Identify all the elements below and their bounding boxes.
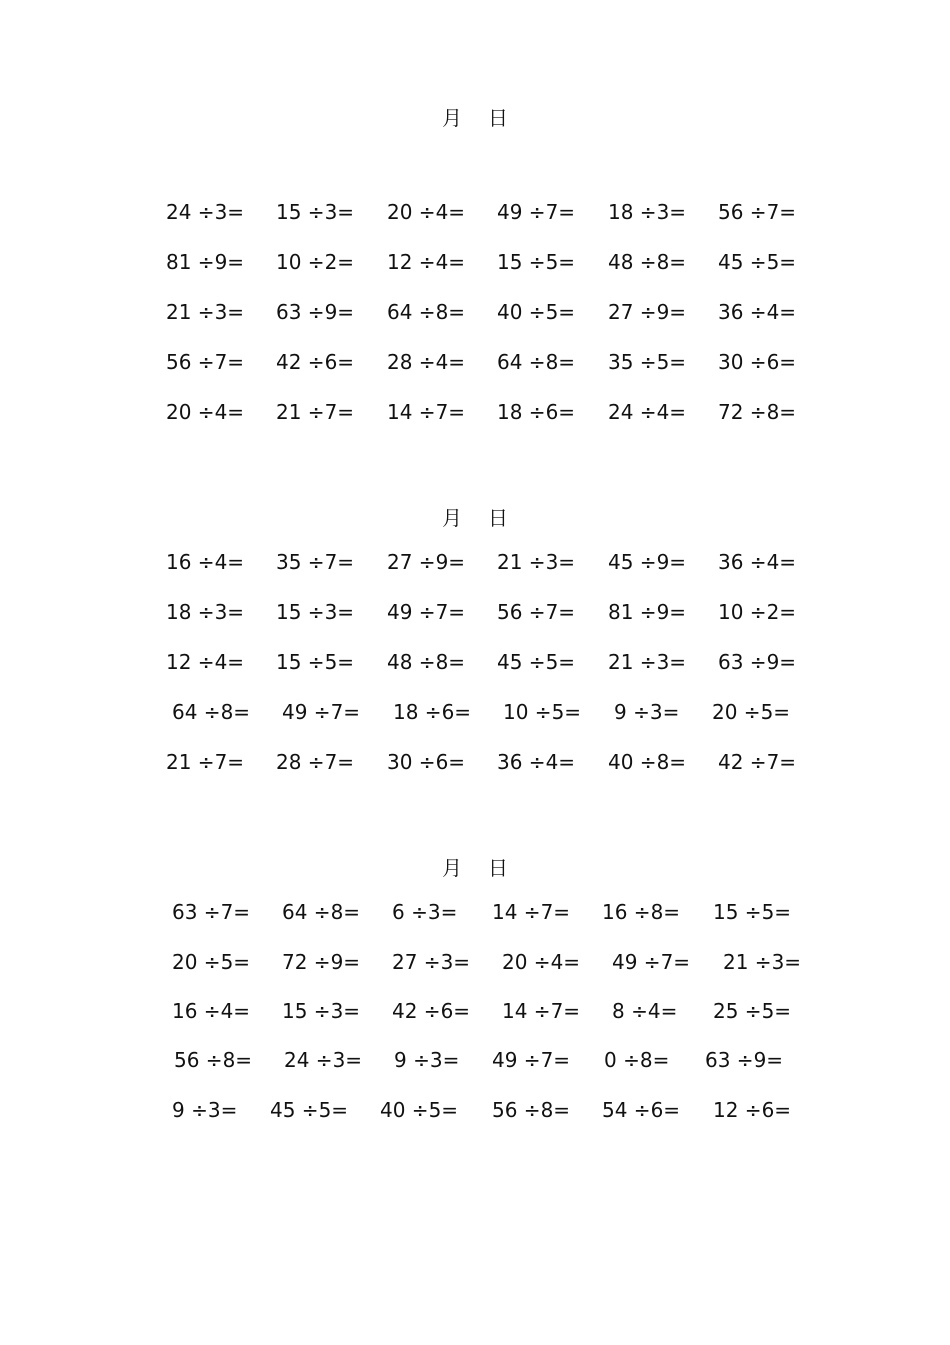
division-problem: 28 ÷4= <box>387 350 466 374</box>
date-heading <box>0 852 950 881</box>
division-problem: 16 ÷4= <box>166 550 245 574</box>
division-problem: 21 ÷3= <box>723 950 802 974</box>
division-problem: 20 ÷4= <box>387 200 466 224</box>
division-problem: 49 ÷7= <box>387 600 466 624</box>
division-problem: 18 ÷3= <box>166 600 245 624</box>
problem-row <box>0 250 950 280</box>
division-problem: 27 ÷3= <box>392 950 471 974</box>
day-label: 日 <box>488 856 508 880</box>
division-problem: 36 ÷4= <box>718 550 797 574</box>
month-label: 月 <box>442 856 462 880</box>
problem-row <box>0 900 950 930</box>
problem-row <box>0 1048 950 1078</box>
division-problem: 54 ÷6= <box>602 1098 681 1122</box>
division-problem: 10 ÷2= <box>276 250 355 274</box>
division-problem: 21 ÷3= <box>608 650 687 674</box>
problem-row <box>0 750 950 780</box>
day-label: 日 <box>488 506 508 530</box>
division-problem: 15 ÷3= <box>282 999 361 1023</box>
division-problem: 21 ÷3= <box>166 300 245 324</box>
problem-row <box>0 700 950 730</box>
division-problem: 81 ÷9= <box>166 250 245 274</box>
division-problem: 42 ÷7= <box>718 750 797 774</box>
division-problem: 16 ÷8= <box>602 900 681 924</box>
division-problem: 56 ÷7= <box>497 600 576 624</box>
division-problem: 40 ÷8= <box>608 750 687 774</box>
division-problem: 9 ÷3= <box>614 700 680 724</box>
division-problem: 42 ÷6= <box>392 999 471 1023</box>
division-problem: 12 ÷4= <box>387 250 466 274</box>
division-problem: 21 ÷7= <box>166 750 245 774</box>
division-problem: 45 ÷5= <box>718 250 797 274</box>
division-problem: 20 ÷4= <box>166 400 245 424</box>
problem-row <box>0 600 950 630</box>
division-problem: 49 ÷7= <box>282 700 361 724</box>
division-problem: 27 ÷9= <box>387 550 466 574</box>
division-problem: 63 ÷9= <box>705 1048 784 1072</box>
division-problem: 56 ÷8= <box>174 1048 253 1072</box>
division-problem: 64 ÷8= <box>282 900 361 924</box>
division-problem: 14 ÷7= <box>502 999 581 1023</box>
division-problem: 12 ÷4= <box>166 650 245 674</box>
division-problem: 15 ÷5= <box>497 250 576 274</box>
division-problem: 49 ÷7= <box>492 1048 571 1072</box>
problem-row <box>0 999 950 1029</box>
division-problem: 20 ÷4= <box>502 950 581 974</box>
division-problem: 30 ÷6= <box>718 350 797 374</box>
division-problem: 18 ÷6= <box>497 400 576 424</box>
division-problem: 10 ÷2= <box>718 600 797 624</box>
division-problem: 56 ÷7= <box>166 350 245 374</box>
problem-row <box>0 400 950 430</box>
problem-row <box>0 200 950 230</box>
division-problem: 12 ÷6= <box>713 1098 792 1122</box>
division-problem: 10 ÷5= <box>503 700 582 724</box>
division-problem: 35 ÷7= <box>276 550 355 574</box>
division-problem: 28 ÷7= <box>276 750 355 774</box>
division-problem: 0 ÷8= <box>604 1048 670 1072</box>
division-problem: 40 ÷5= <box>497 300 576 324</box>
problem-row <box>0 550 950 580</box>
month-label: 月 <box>442 506 462 530</box>
division-problem: 9 ÷3= <box>172 1098 238 1122</box>
division-problem: 14 ÷7= <box>387 400 466 424</box>
division-problem: 56 ÷8= <box>492 1098 571 1122</box>
division-problem: 15 ÷3= <box>276 200 355 224</box>
division-problem: 42 ÷6= <box>276 350 355 374</box>
division-problem: 49 ÷7= <box>612 950 691 974</box>
division-problem: 40 ÷5= <box>380 1098 459 1122</box>
division-problem: 72 ÷9= <box>282 950 361 974</box>
division-problem: 63 ÷7= <box>172 900 251 924</box>
division-problem: 48 ÷8= <box>387 650 466 674</box>
division-problem: 64 ÷8= <box>387 300 466 324</box>
division-problem: 20 ÷5= <box>712 700 791 724</box>
division-problem: 49 ÷7= <box>497 200 576 224</box>
date-heading <box>0 102 950 131</box>
division-problem: 6 ÷3= <box>392 900 458 924</box>
date-heading <box>0 502 950 531</box>
division-problem: 24 ÷3= <box>284 1048 363 1072</box>
division-problem: 21 ÷3= <box>497 550 576 574</box>
division-problem: 30 ÷6= <box>387 750 466 774</box>
division-problem: 9 ÷3= <box>394 1048 460 1072</box>
division-problem: 15 ÷3= <box>276 600 355 624</box>
division-problem: 36 ÷4= <box>718 300 797 324</box>
division-problem: 81 ÷9= <box>608 600 687 624</box>
division-problem: 72 ÷8= <box>718 400 797 424</box>
problem-row <box>0 350 950 380</box>
division-problem: 18 ÷6= <box>393 700 472 724</box>
division-problem: 21 ÷7= <box>276 400 355 424</box>
division-problem: 24 ÷3= <box>166 200 245 224</box>
division-problem: 27 ÷9= <box>608 300 687 324</box>
division-problem: 8 ÷4= <box>612 999 678 1023</box>
division-problem: 63 ÷9= <box>276 300 355 324</box>
division-problem: 24 ÷4= <box>608 400 687 424</box>
division-problem: 18 ÷3= <box>608 200 687 224</box>
division-problem: 45 ÷5= <box>497 650 576 674</box>
division-problem: 15 ÷5= <box>276 650 355 674</box>
day-label: 日 <box>488 106 508 130</box>
division-problem: 48 ÷8= <box>608 250 687 274</box>
division-problem: 45 ÷9= <box>608 550 687 574</box>
division-problem: 25 ÷5= <box>713 999 792 1023</box>
division-problem: 15 ÷5= <box>713 900 792 924</box>
problem-row <box>0 300 950 330</box>
division-problem: 35 ÷5= <box>608 350 687 374</box>
division-problem: 63 ÷9= <box>718 650 797 674</box>
division-problem: 20 ÷5= <box>172 950 251 974</box>
division-problem: 64 ÷8= <box>497 350 576 374</box>
problem-row <box>0 1098 950 1128</box>
problem-row <box>0 650 950 680</box>
division-problem: 64 ÷8= <box>172 700 251 724</box>
division-problem: 36 ÷4= <box>497 750 576 774</box>
division-problem: 16 ÷4= <box>172 999 251 1023</box>
division-problem: 14 ÷7= <box>492 900 571 924</box>
division-problem: 45 ÷5= <box>270 1098 349 1122</box>
problem-row <box>0 950 950 980</box>
month-label: 月 <box>442 106 462 130</box>
division-problem: 56 ÷7= <box>718 200 797 224</box>
